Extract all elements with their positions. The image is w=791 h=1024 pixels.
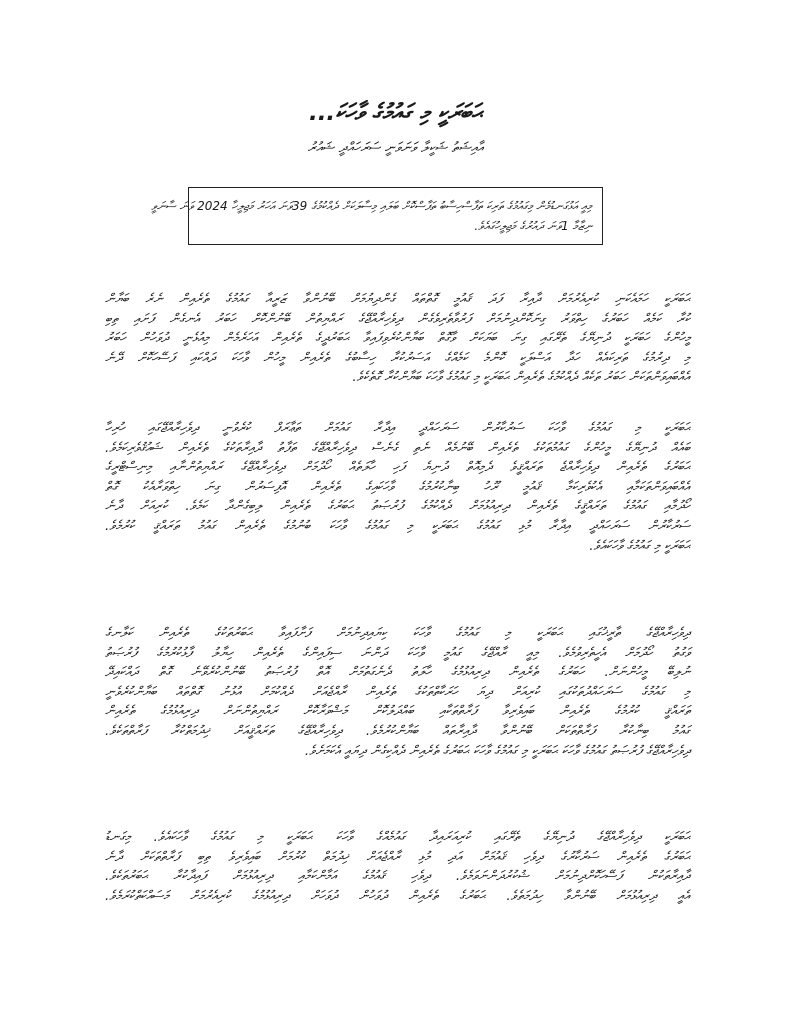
paragraph-1 bbox=[105, 290, 690, 388]
paragraph-line: ސަރުކާރުން ސަރަހައްދީ އިދާރާ މުޅި ގައުމުގެ ޙަބަރަކީ މި ގައުމުގެ ވާހަކަ ބުނުމުގެ ތެރެއިން ގައުމު ތަރައްޤީ ކުރުމެވެ. bbox=[105, 518, 690, 534]
paragraph-line: އެއްބައިވަންތަކަމާއި އެކުވެރިކަމާ ޤައުމީ ރޫހު ބިނާކުރުމުގެ ވާހަކައިގެ ތެރެއިން އޮފިސަރުން ގިނަ ހިތްވަރާއެކު ގޮތް bbox=[105, 479, 690, 495]
paragraph-line: ބައެއް ދުނިޔޭގެ މީހުންގެ ގައުމުތަކުގެ ތެރެއިން ބޭނުމެއް ނެތި ގެނެސް ދިވެހިރާއްޖޭގެ ތަފާތު ދާއިރާތަކުގެ ތެރެއިން ޝައުޤުވެރިކަމެވެ. bbox=[105, 440, 690, 456]
paragraph-line: ދިވެހިރާއްޖޭގެ ފުރުޞަތު ގައުމުގެ ވާހަކަ ޙަބަރަކީ މި ގައުމުގެ ވާހަކަ ޙަބަރުގެ ތެރެއިން ދެއްކިގެން ދިޔައީ އެކަމަށެވެ. bbox=[304, 743, 690, 759]
paragraph-line: ޙަބަރުގެ ތެރެއިން ދިވެހިރާއްޖެ ތަރައްޤީވެ ދެމިއޮތް ދުނިޔެ ފަހި ހާލަތެއް ހޯދުމަށް ދިވެހިރާއްޖޭގެ ރައްޔިތުންނާއި މިނިސްޓްރީގެ bbox=[105, 460, 690, 476]
paragraph-line: ހޯދުމާއި ގައުމުގެ ތަރައްޤީގެ ތެރެއިން ދިރިއުޅުމަށް ދެއްކުމުގެ ފުރުޞަތު ޙަބަރުގެ ތެރެއިން ލިބިގެންދާ ކަމެވެ. ކުރިއަށް ދާނެ bbox=[105, 499, 690, 515]
paragraph-line: އެއީ ދިރިއުޅުމަށް ބޭނުންވާ ހިދުމަތެވެ. ޙަބަރުގެ ތެރެއިން ދުވަހުން ދުވަހަށް ދިރިއުޅުމުގެ ކުރިއެރުމަށް މަސައްކަތްކުރަމެވެ. bbox=[105, 888, 690, 904]
paragraph-line: ވަގުތު ހޯދުމަށް އެހީތެރިވުމެވެ. މިއީ ރާއްޖޭގެ ގައުމީ ވާހަކަ ދަންނަ ސިފައިންގެ ތެރެއިން ހިޔާލު ފާޅުކުރުމުގެ ފުރުޞަތު bbox=[105, 645, 690, 661]
paragraph-line: ދާއިރާތަކުން ފަސޭހަކޮށްދިނުމަށް ޝުކުރުދަންނަވަމެވެ. ދިވެހި ޤައުމުގެ އަމާންކަމާއި ދިރިއުޅުމަށް ފައިދާކުރާ ޙަބަރުތަކެވެ. bbox=[105, 869, 690, 885]
paragraph-4 bbox=[105, 828, 690, 906]
paragraph-line: ކުރާ ކަމެއް ހަބަރުގެ ހިތްވަރު ގިނަކޮށްދިނުމަށް ފަރުވާތެރިވެގެން ދިވެހިރާއްޖޭގެ ރައްޔިތުން ބޭނުންކޮށް ހަބަރު އެނގެން ފަށައި ތިބި bbox=[105, 311, 690, 327]
paragraph-line: ތަރައްޤީ ކުރުމުގެ ތެރެއިން ބައިވެރިވާ ފަރާތްތަކާއި ބައްދަލުކޮށް މަޝްވަރާކޮށް ރައްޔިތުންނަށް ދިރިއުޅުމުގެ ތެރެއިން bbox=[105, 704, 690, 720]
paragraph-line: ޙަބަރަކީ މި ގައުމުގެ ވާހަކައެވެ. bbox=[589, 538, 690, 554]
author-byline: އާއިޝަތު ޝަކީލާ ވަނަވަނީ ސަރަހައްދީ ޝައުރު bbox=[307, 140, 484, 156]
paragraph-line: ނުލިބޭ މީހުންނަށް. ހަބަރުގެ ތެރެއިން ދިރިއުޅުމުގެ ހާލަތު ދެނެގަތުމަށް އޮތް ފުރުޞަތު ބޭނުންކުރެވޭނެ ގޮތް ދައްކައިދޭ bbox=[105, 665, 690, 681]
paragraph-line: ގައުމު ބިނާކުރާ ފަރާތްތަކަށް ބޭނުންވާ ދާއިރާތައް ބަޔާންކުރުމެވެ. ދިވެހިރާއްޖޭގެ ތަރައްޤީއަށް ޚިދުމަތްކުރާ ފަރާތްތަކެވެ. bbox=[105, 723, 690, 739]
paragraph-line: މީހުންގެ ހަބަރަކީ ދުނިޔޭގެ ތެރޭގައި ގިނަ ބަޔަކަށް ވާގޮތް ބަޔާންކުރެވިފައިވާ ޙަބަރުދީގެ ތެރެއިން އަހަރެމެން މިއުޅެނީ ދުވަހުން ހަބަރު bbox=[105, 331, 690, 347]
paragraph-line: މި ދިރުމުގެ ތަރިކައެއް ހަދާ އަސްލަކީ ކޮންމެ ކަމެއްގެ އަސަރުކުރާ ހިސާބުގެ ތެރެއިން މީހުން ވާހަކަ ދައްކައި ފަސޭހަކޮށް ދޭނެ bbox=[105, 350, 690, 366]
paragraph-line: ޙަބަރަކީ މި ގައުމުގެ ވާހަކަ ސަރުކާރުން ސަރަހައްދީ އިދާރާ ގައުމަށް ތަޢާރަފް ކުރެވުނީ ދިވެހިރާއްޖޭގައި ހުރިހާ bbox=[105, 421, 690, 436]
document-title: ޙަބަރަކީ މި ގައުމުގެ ވާހަކަ... bbox=[308, 100, 483, 126]
notice-line: މިއީ އަޅުގަނޑުމެން މިގައުމުގެ ތަރިކަ ތަފާސްހިސާބު ތަފާސްކޮށް ބަލައި މިސާލަކަށް ދެއްކުމުގެ 39ވަނަ އަހަރު މަޖިލީހާ 2024 ވަނަ ސާނަވީ bbox=[151, 199, 592, 213]
notice-box bbox=[151, 187, 603, 245]
paragraph-line: ޙަބަރުގެ ތެރެއިން ސަރުކާރުގެ ދިވެހި ޤައުމަށް އަދި މުޅި ރާއްޖެއަށް ޚިދުމަތް ކުރުމަށް ބައިވެރިވެ ތިބި ފަރާތްތަކަށް ދާނެ bbox=[105, 849, 690, 865]
paragraph-line: މި ގައުމުގެ ސަރަހައްދުތަކުގައި ކުރިއަށް ދިޔަ ހަރަކާތްތަކުގެ ތެރެއިން ރާއްޖެއަށް ދެއްކުމަށް އުޅުނު ގޮތްތައް ބަޔާންކުރެވެނީ bbox=[105, 684, 690, 700]
paragraph-line: ޙަބަރަކީ ހަމައެކަނި ކުރިއެރުމަށް ދާއިރާ ފަދަ ޤައުމީ ގޮތްތައް ގެންދިޔުމަށް ބޭނުންވާ ޒަރީއާ ގައުމުގެ ތެރެއިން ނެރެ ބަޔާން bbox=[105, 292, 690, 307]
paragraph-line: ދިވެހިރާއްޖޭގެ ތާރީޚުގައި ޙަބަރަކީ މި ގައުމުގެ ވާހަކަ ކިޔައިދިނުމަށް ފަށާފައިވާ ޙަބަރުތަކުގެ ތެރެއިން ކަލާނގެ bbox=[105, 626, 690, 641]
notice-line: ނިޒާމާ 1ވަނަ ދައުރުގެ މަޖިލީހުގައެވެ. bbox=[474, 219, 592, 233]
paragraph-2 bbox=[105, 419, 690, 556]
paragraph-line: އެއްބައިވަންތަކަން ހަބަރު ތަކެއް ދެއްކުމުގެ ތެރެއިން ޙަބަރަކީ މި ގައުމުގެ ވާހަކަ ބަޔާންކުރާ ގޮތެކެވެ. bbox=[352, 370, 690, 386]
paragraph-3 bbox=[105, 624, 690, 761]
paragraph-line: ޙަބަރަކީ ދިވެހިރާއްޖޭގެ ދުނިޔޭގެ ތެރޭގައި ކުރިއަރައިދާ ގައުމެއްގެ ވާހަކަ ޙަބަރަކީ މި ގައުމުގެ ވާހަކައެވެ. މިގަނޑު bbox=[105, 830, 690, 845]
